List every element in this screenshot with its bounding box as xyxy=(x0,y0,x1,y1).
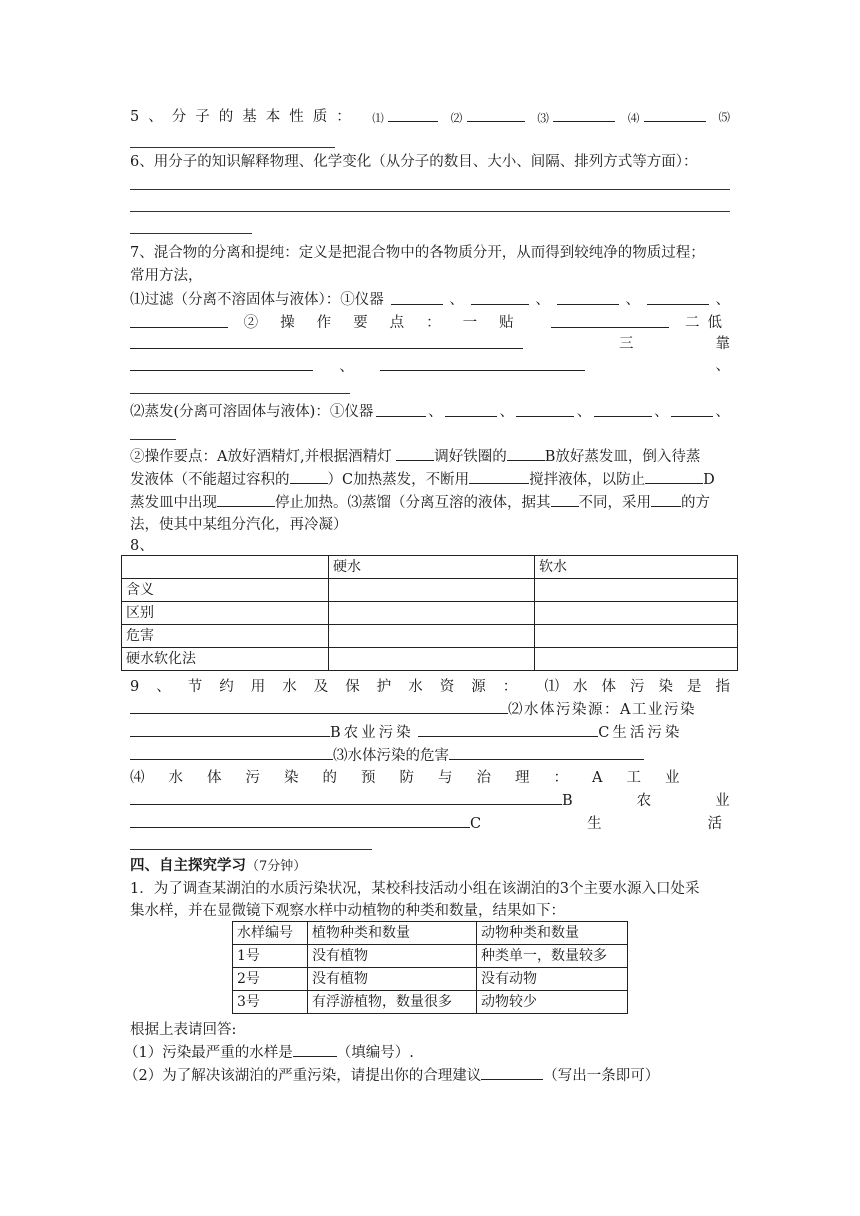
q7-evap-op-line4: 法，使其中某组分汽化，再冷凝） xyxy=(130,517,348,533)
q5-blank-2[interactable] xyxy=(467,107,525,122)
q7-distill-blank-1[interactable] xyxy=(551,492,579,507)
q8-row-label: 危害 xyxy=(122,625,329,648)
q5-num-2: ⑵ xyxy=(450,111,463,125)
q7-line2: 常用方法， xyxy=(130,268,203,284)
q7-san-kao: 三靠 xyxy=(619,336,812,352)
q7-evap-op3a: 蒸发皿中出现 xyxy=(130,495,217,511)
q7-evap-op3d: 的方 xyxy=(681,495,710,511)
q9-blank-7[interactable] xyxy=(130,813,470,828)
table-cell: 没有动物 xyxy=(477,968,628,991)
q9-line1 xyxy=(130,677,744,697)
q9-blank-3[interactable] xyxy=(418,722,598,737)
q7-evap-blank-10[interactable] xyxy=(469,469,529,484)
q7-op-points: ②操作要点：一贴 xyxy=(243,315,536,331)
q7-evap-blank-9[interactable] xyxy=(290,469,328,484)
q5-line xyxy=(130,107,730,128)
q5-num-1: ⑴ xyxy=(372,111,384,125)
q5-blank-5[interactable] xyxy=(130,147,335,148)
q9-p1: ⑴水体污染是指 xyxy=(544,679,744,695)
q7-evap-blank-11[interactable] xyxy=(645,469,703,484)
q5-num-4: ⑷ xyxy=(627,111,640,125)
table-cell: 没有植物 xyxy=(308,968,477,991)
section4-intro2: 集水样，并在显微镜下观察水样中动植物的种类和数量，结果如下： xyxy=(130,903,565,919)
answer-q2-blank[interactable] xyxy=(481,1065,543,1080)
q7-filter-blank-1[interactable] xyxy=(391,290,443,305)
q9-p7: B农业 xyxy=(562,793,794,809)
table-row xyxy=(233,945,628,968)
table-cell: 2号 xyxy=(233,968,308,991)
q7-filter-blank-3[interactable] xyxy=(557,290,619,305)
answer-q2-text: （2）为了解决该湖泊的严重污染，请提出你的合理建议 xyxy=(124,1068,482,1084)
q8-header-cell: 软水 xyxy=(535,556,738,579)
q7-op-line xyxy=(130,313,730,333)
q9-p2: ⑵水体污染源：A工业污染 xyxy=(508,702,696,718)
q6-blank-3[interactable] xyxy=(130,233,252,234)
section4-time: （7分钟） xyxy=(246,859,307,874)
q8-row-label: 硬水软化法 xyxy=(122,648,329,671)
q7-filter-head: ⑴过滤（分离不溶固体与液体）：①仪器 xyxy=(130,292,384,308)
q9-line6 xyxy=(130,790,794,811)
q7-evap-blank-8[interactable] xyxy=(507,446,545,461)
table-cell: 动物较少 xyxy=(477,991,628,1014)
q9-head: 9、节约用水及保护水资源： xyxy=(130,679,535,695)
table-cell: 有浮游植物，数量很多 xyxy=(308,991,477,1014)
answer-q1-text: （1）污染最严重的水样是 xyxy=(124,1045,293,1061)
table-row xyxy=(122,625,738,648)
q7-evap-op-line3 xyxy=(130,492,730,513)
q8-cell[interactable] xyxy=(535,625,738,648)
table-row xyxy=(122,648,738,671)
q5-num-5: ⑸ xyxy=(718,110,730,124)
q7-evap-blank-7[interactable] xyxy=(396,446,434,461)
q8-cell[interactable] xyxy=(329,602,535,625)
q9-line4 xyxy=(130,745,730,766)
q9-p3: B农业污染 xyxy=(330,725,414,741)
q9-blank-4[interactable] xyxy=(130,745,333,760)
table-cell: 1号 xyxy=(233,945,308,968)
table-row xyxy=(233,991,628,1014)
q7-line1: 7、混合物的分离和提纯：定义是把混合物中的各物质分开，从而得到较纯净的物质过程； xyxy=(130,245,705,261)
q7-evap-blank-6[interactable] xyxy=(130,439,176,440)
q8-row-label: 区别 xyxy=(122,602,329,625)
answer-q1-blank[interactable] xyxy=(293,1042,337,1057)
q9-p4: C生活污染 xyxy=(598,725,683,741)
q7-evap-op3b: 停止加热。⑶蒸馏（分离互溶的液体，据其 xyxy=(275,495,551,511)
answer-q2 xyxy=(124,1065,724,1086)
q8-table xyxy=(121,555,738,671)
q7-sankao-blank-1[interactable] xyxy=(130,356,313,371)
q7-evap-op1a: ②操作要点：A放好酒精灯,并根据酒精灯 xyxy=(130,449,392,465)
q8-row-label: 含义 xyxy=(122,579,329,602)
q8-cell[interactable] xyxy=(329,648,535,671)
q9-p6: ⑷水体污染的预防与治理：A工业 xyxy=(130,770,704,786)
q9-p5: ⑶水体污染的危害 xyxy=(333,748,449,764)
q7-evap-blank-2[interactable] xyxy=(445,402,497,417)
q7-evap-op1c: B放好蒸发皿，倒入待蒸 xyxy=(544,449,701,465)
q9-line2 xyxy=(130,699,730,720)
q7-evap-op2d: D xyxy=(703,472,715,488)
q6-text: 6、用分子的知识解释物理、化学变化（从分子的数目、大小、间隔、排列方式等方面）： xyxy=(130,154,698,170)
water-sample-table xyxy=(232,921,628,1014)
q7-evap-op3c: 不同，采用 xyxy=(578,495,651,511)
q8-header-cell xyxy=(122,556,329,579)
q8-cell[interactable] xyxy=(535,602,738,625)
q7-distill-blank-2[interactable] xyxy=(651,492,681,507)
q9-line5 xyxy=(130,768,730,788)
answer-q1-suffix: （填编号）. xyxy=(336,1045,414,1061)
table-header-cell: 植物种类和数量 xyxy=(308,922,477,945)
q6-blank-2[interactable] xyxy=(130,211,730,212)
q7-yitie-blank[interactable] xyxy=(551,313,669,328)
q7-filter-blank-2[interactable] xyxy=(471,290,529,305)
q7-erdi-blank[interactable] xyxy=(130,334,523,349)
q7-sankao-blank-3[interactable] xyxy=(130,393,350,394)
q8-label: 8、 xyxy=(130,538,154,554)
q6-blank-1[interactable] xyxy=(130,189,730,190)
q7-erdi-line xyxy=(130,334,812,354)
section4-intro1: 1．为了调查某湖泊的水质污染状况，某校科技活动小组在该湖泊的3个主要水源入口处采 xyxy=(130,881,700,897)
q7-filter-blank-5[interactable] xyxy=(130,313,228,328)
q7-evap-op1b: 调好铁圈的 xyxy=(434,449,507,465)
q7-filter-blank-4[interactable] xyxy=(647,290,709,305)
q5-blank-3[interactable] xyxy=(553,107,615,122)
q9-blank-8[interactable] xyxy=(130,849,372,850)
table-row xyxy=(233,968,628,991)
q7-sankao-blank-2[interactable] xyxy=(380,356,585,371)
q7-evap-blank-3[interactable] xyxy=(516,402,574,417)
q7-evap-blank-1[interactable] xyxy=(376,402,426,417)
q8-cell[interactable] xyxy=(329,579,535,602)
answer-q2-suffix: （写出一条即可） xyxy=(543,1068,660,1084)
q8-cell[interactable] xyxy=(535,579,738,602)
q9-blank-5[interactable] xyxy=(449,745,644,760)
q7-evap-line: ⑵蒸发(分离可溶固体与液体)：①仪器 、 、 、 、 、 xyxy=(130,404,730,420)
q7-evap-op-line2 xyxy=(130,469,730,490)
table-row xyxy=(122,579,738,602)
table-cell: 种类单一，数量较多 xyxy=(477,945,628,968)
table-cell: 没有植物 xyxy=(308,945,477,968)
q5-blank-1[interactable] xyxy=(388,107,438,122)
q7-evap-blank-4[interactable] xyxy=(594,402,652,417)
q5-blank-4[interactable] xyxy=(644,107,706,122)
table-row xyxy=(122,602,738,625)
q7-evap-blank-12[interactable] xyxy=(217,492,275,507)
answer-intro: 根据上表请回答: xyxy=(130,1022,237,1038)
q7-evap-op2a: 发液体（不能超过容积的 xyxy=(130,472,290,488)
table-header-cell: 水样编号 xyxy=(233,922,308,945)
q8-cell[interactable] xyxy=(329,625,535,648)
q7-evap-op2b: ）C加热蒸发，不断用 xyxy=(327,472,470,488)
q9-blank-1[interactable] xyxy=(130,699,508,714)
section4-heading xyxy=(130,856,730,877)
q8-header-cell: 硬水 xyxy=(329,556,535,579)
q5-label: 5、分子的基本性质： xyxy=(130,109,360,125)
q7-evap-head: ⑵蒸发(分离可溶固体与液体)：①仪器 xyxy=(130,404,374,420)
answer-q1 xyxy=(124,1042,724,1063)
table-header-cell: 动物种类和数量 xyxy=(477,922,628,945)
q9-blank-6[interactable] xyxy=(130,790,562,805)
q5-num-3: ⑶ xyxy=(537,111,549,125)
table-cell: 3号 xyxy=(233,991,308,1014)
section4-title: 四、自主探究学习 xyxy=(130,857,246,874)
q7-evap-op-line1 xyxy=(130,446,730,467)
table-row xyxy=(122,556,738,579)
q7-evap-blank-5[interactable] xyxy=(671,402,713,417)
q7-sankao-line: 、 、 xyxy=(130,356,730,377)
q9-line3 xyxy=(130,722,730,743)
q9-blank-2[interactable] xyxy=(130,722,330,737)
q8-cell[interactable] xyxy=(535,648,738,671)
q7-er-di: 二低 xyxy=(684,315,730,331)
q9-p8: C生活 xyxy=(470,816,829,832)
q7-evap-op2c: 搅拌液体，以防止 xyxy=(529,472,646,488)
q7-filter-line: ⑴过滤（分离不溶固体与液体）：①仪器 、 、 、 、 xyxy=(130,292,730,308)
q9-line7 xyxy=(130,813,829,834)
table-row xyxy=(233,922,628,945)
